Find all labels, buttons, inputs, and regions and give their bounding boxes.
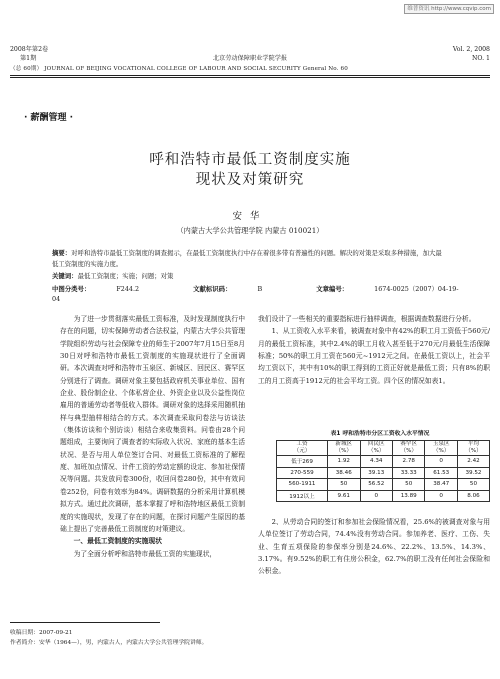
- abstract-label: 摘要：: [52, 249, 72, 257]
- intro-paragraph: 为了进一步贯彻落实最低工资标准，及时发现制度执行中存在的问题，切实保障劳动者合法权益，内蒙古大学公共管理学院组织劳动与社会保障专业的师生于2007年7月15日至8月30日对呼和浩特市最低工资制度的实施现状进行了全面调研。本次调查对呼和浩特市玉泉区、新城区、回民区、赛罕区分别进行了调查。调研对象主要包括政府机关事业单位、国有企业、股份制企业、个体私营企业、外资企业以及公益性岗位雇用的普通劳动者等低收入群体。调研对象的选择采用随机抽样与典型抽样相结合的方式。本次调查采取问卷法与访谈法（集体访谈和个别访谈）相结合来收集资料。问卷由28个问题组成，主要询问了调查者的实际收入状况、家庭的基本生活状况、是否与用人单位签订合同、对最低工资标准的了解程度、加班加点情况、计件工资的劳动定额的设定、参加社保情况等问题。共发放问卷300份，收回问卷280份，其中有效问卷252份，问卷有效率为84%。调研数据的分析采用计算机模拟方式。通过此次调研，基本掌握了呼和浩特地区最低工资制度的实施现状，发现了存在的问题，在探讨问题产生原因的基础上提出了完善最低工资制度的对策建议。: [60, 315, 245, 533]
- table-cell: 560-1911: [277, 479, 328, 491]
- table1-header-row: [277, 441, 490, 456]
- header-rule: [10, 75, 490, 76]
- table-row: [277, 467, 490, 479]
- table1-header-cell: 回民区 （%）: [360, 441, 392, 456]
- watermark: 维普资讯 http://www.cqvip.com: [404, 4, 494, 14]
- table-cell: 1912以上: [277, 490, 328, 502]
- clc-value: F244.2: [116, 285, 140, 293]
- section-tag: · 薪酬管理 ·: [24, 113, 74, 123]
- footnote-rule: [10, 622, 160, 623]
- keywords: [52, 271, 448, 282]
- table-cell: 38.46: [328, 467, 360, 479]
- doc-code-label: 文献标识码：: [193, 285, 232, 293]
- author-affiliation: （内蒙古大学公共管理学院 内蒙古 010021）: [176, 226, 324, 235]
- table-row: [277, 479, 490, 491]
- table1-header-cell: 新城区 （%）: [328, 441, 360, 456]
- right-intro-paragraph: 我们设计了一些相关的重要指标进行抽样调查，根据调查数据进行分析。: [258, 315, 476, 323]
- table-row: [277, 456, 490, 468]
- table1-caption: 表1 呼和浩特市分区工资收入水平情况: [330, 431, 430, 437]
- table-cell: 低于269: [277, 456, 328, 468]
- table-cell: 13.89: [392, 490, 424, 502]
- abstract-text: 对呼和浩特市最低工资制度的调查揭示，在最低工资制度执行中存在着很多带有普遍性的问题。解决的对策是采取多种措施，加大最低工资制度的实施力度。: [52, 249, 442, 268]
- volume: Vol. 2, 2008: [452, 46, 490, 53]
- contract-insurance-paragraph: 2、从劳动合同的签订和参加社会保险情况看，25.6%的被调查对象与用人单位签订了劳动合同，74.4%没有劳动合同。参加养老、医疗、工伤、失业、生育五项保险的参保率分别是24.6%、22.2%、13.5%、14.3%、3.17%。有9.52%的职工有住房公积金，62.7%的职工没有任何社会保险和公积金。: [258, 518, 490, 576]
- table-cell: 1.92: [328, 456, 360, 468]
- table-cell: 2.78: [392, 456, 424, 468]
- table-cell: 50: [328, 479, 360, 491]
- section-heading-1: 一、最低工资制度的实施现状: [73, 537, 162, 546]
- table-row: [277, 490, 490, 502]
- article-title-line1: 呼和浩特市最低工资制度实施: [149, 152, 351, 168]
- table-cell: 56.52: [360, 479, 392, 491]
- right-column-bottom: [258, 516, 490, 616]
- table-cell: 8.06: [457, 490, 489, 502]
- table-cell: 33.33: [392, 467, 424, 479]
- keywords-text: 最低工资制度；实施；问题；对策: [77, 272, 174, 280]
- table1-header-cell: 玉泉区 （%）: [425, 441, 457, 456]
- table-cell: 0: [425, 456, 457, 468]
- keywords-label: 关键词：: [52, 272, 78, 280]
- left-column: [60, 313, 245, 613]
- doc-code-value: B: [257, 285, 263, 293]
- issue-number: 第1期: [20, 55, 37, 62]
- article-number-value: 1674-0025（2007）04-19-04: [52, 285, 459, 303]
- abstract: [52, 248, 448, 272]
- received-date: 收稿日期：2007-09-21: [10, 630, 73, 636]
- section-1-paragraph: 为了全面分析呼和浩特市最低工资的实施现状，: [73, 549, 217, 558]
- wage-level-paragraph: 1、从工资收入水平来看，被调查对象中有42%的职工月工资低于560元/月的最低工资标准，其中2.4%的职工月收入甚至低于270元/月最低生活保障标准；50%的职工月工资在560元~1912元之间。在最低工资以上，社会平均工资以下，其中有10%的职工得到的工资正好就是最低工资；只有8%的职工的月工资高于1912元的社会平均工资。四个区的情况如表1。: [258, 327, 490, 385]
- table-cell: 50: [457, 479, 489, 491]
- journal-name-cn: 北京劳动保障职业学院学报: [212, 55, 288, 62]
- journal-name-en: （总 60期） JOURNAL OF BEIJING VOCATIONAL COLLEGE OF LABOUR AND SOCIAL SECURITY General No. 60: [10, 66, 348, 72]
- table1-header-cell: 赛罕区 （%）: [392, 441, 424, 456]
- author-note: 作者简介：安华（1964—），男，内蒙古人，内蒙古大学公共管理学院讲师。: [10, 640, 208, 646]
- table-cell: 270-559: [277, 467, 328, 479]
- classification-meta: [52, 284, 480, 304]
- header-rule-thin: [10, 77, 490, 78]
- table-cell: 39.52: [457, 467, 489, 479]
- table-cell: 4.34: [360, 456, 392, 468]
- clc-label: 中图分类号：: [52, 285, 91, 293]
- issue-number-en: NO. 1: [472, 55, 490, 62]
- table-cell: 39.13: [360, 467, 392, 479]
- table-cell: 0: [360, 490, 392, 502]
- table1-header-cell: 平均 （%）: [457, 441, 489, 456]
- article-title-line2: 现状及对策研究: [195, 172, 305, 188]
- author-name: 安华: [232, 211, 268, 222]
- table-cell: 9.61: [328, 490, 360, 502]
- article-number-label: 文章编号：: [316, 285, 349, 293]
- table-cell: 61.53: [425, 467, 457, 479]
- table1-header-cell: 工资 （元）: [277, 441, 328, 456]
- table-cell: 50: [392, 479, 424, 491]
- table-cell: 38.47: [425, 479, 457, 491]
- table1: [276, 440, 490, 502]
- table-cell: 0: [425, 490, 457, 502]
- table-cell: 2.42: [457, 456, 489, 468]
- right-column-top: [258, 313, 490, 426]
- issue-year: 2008年第2卷: [10, 46, 49, 53]
